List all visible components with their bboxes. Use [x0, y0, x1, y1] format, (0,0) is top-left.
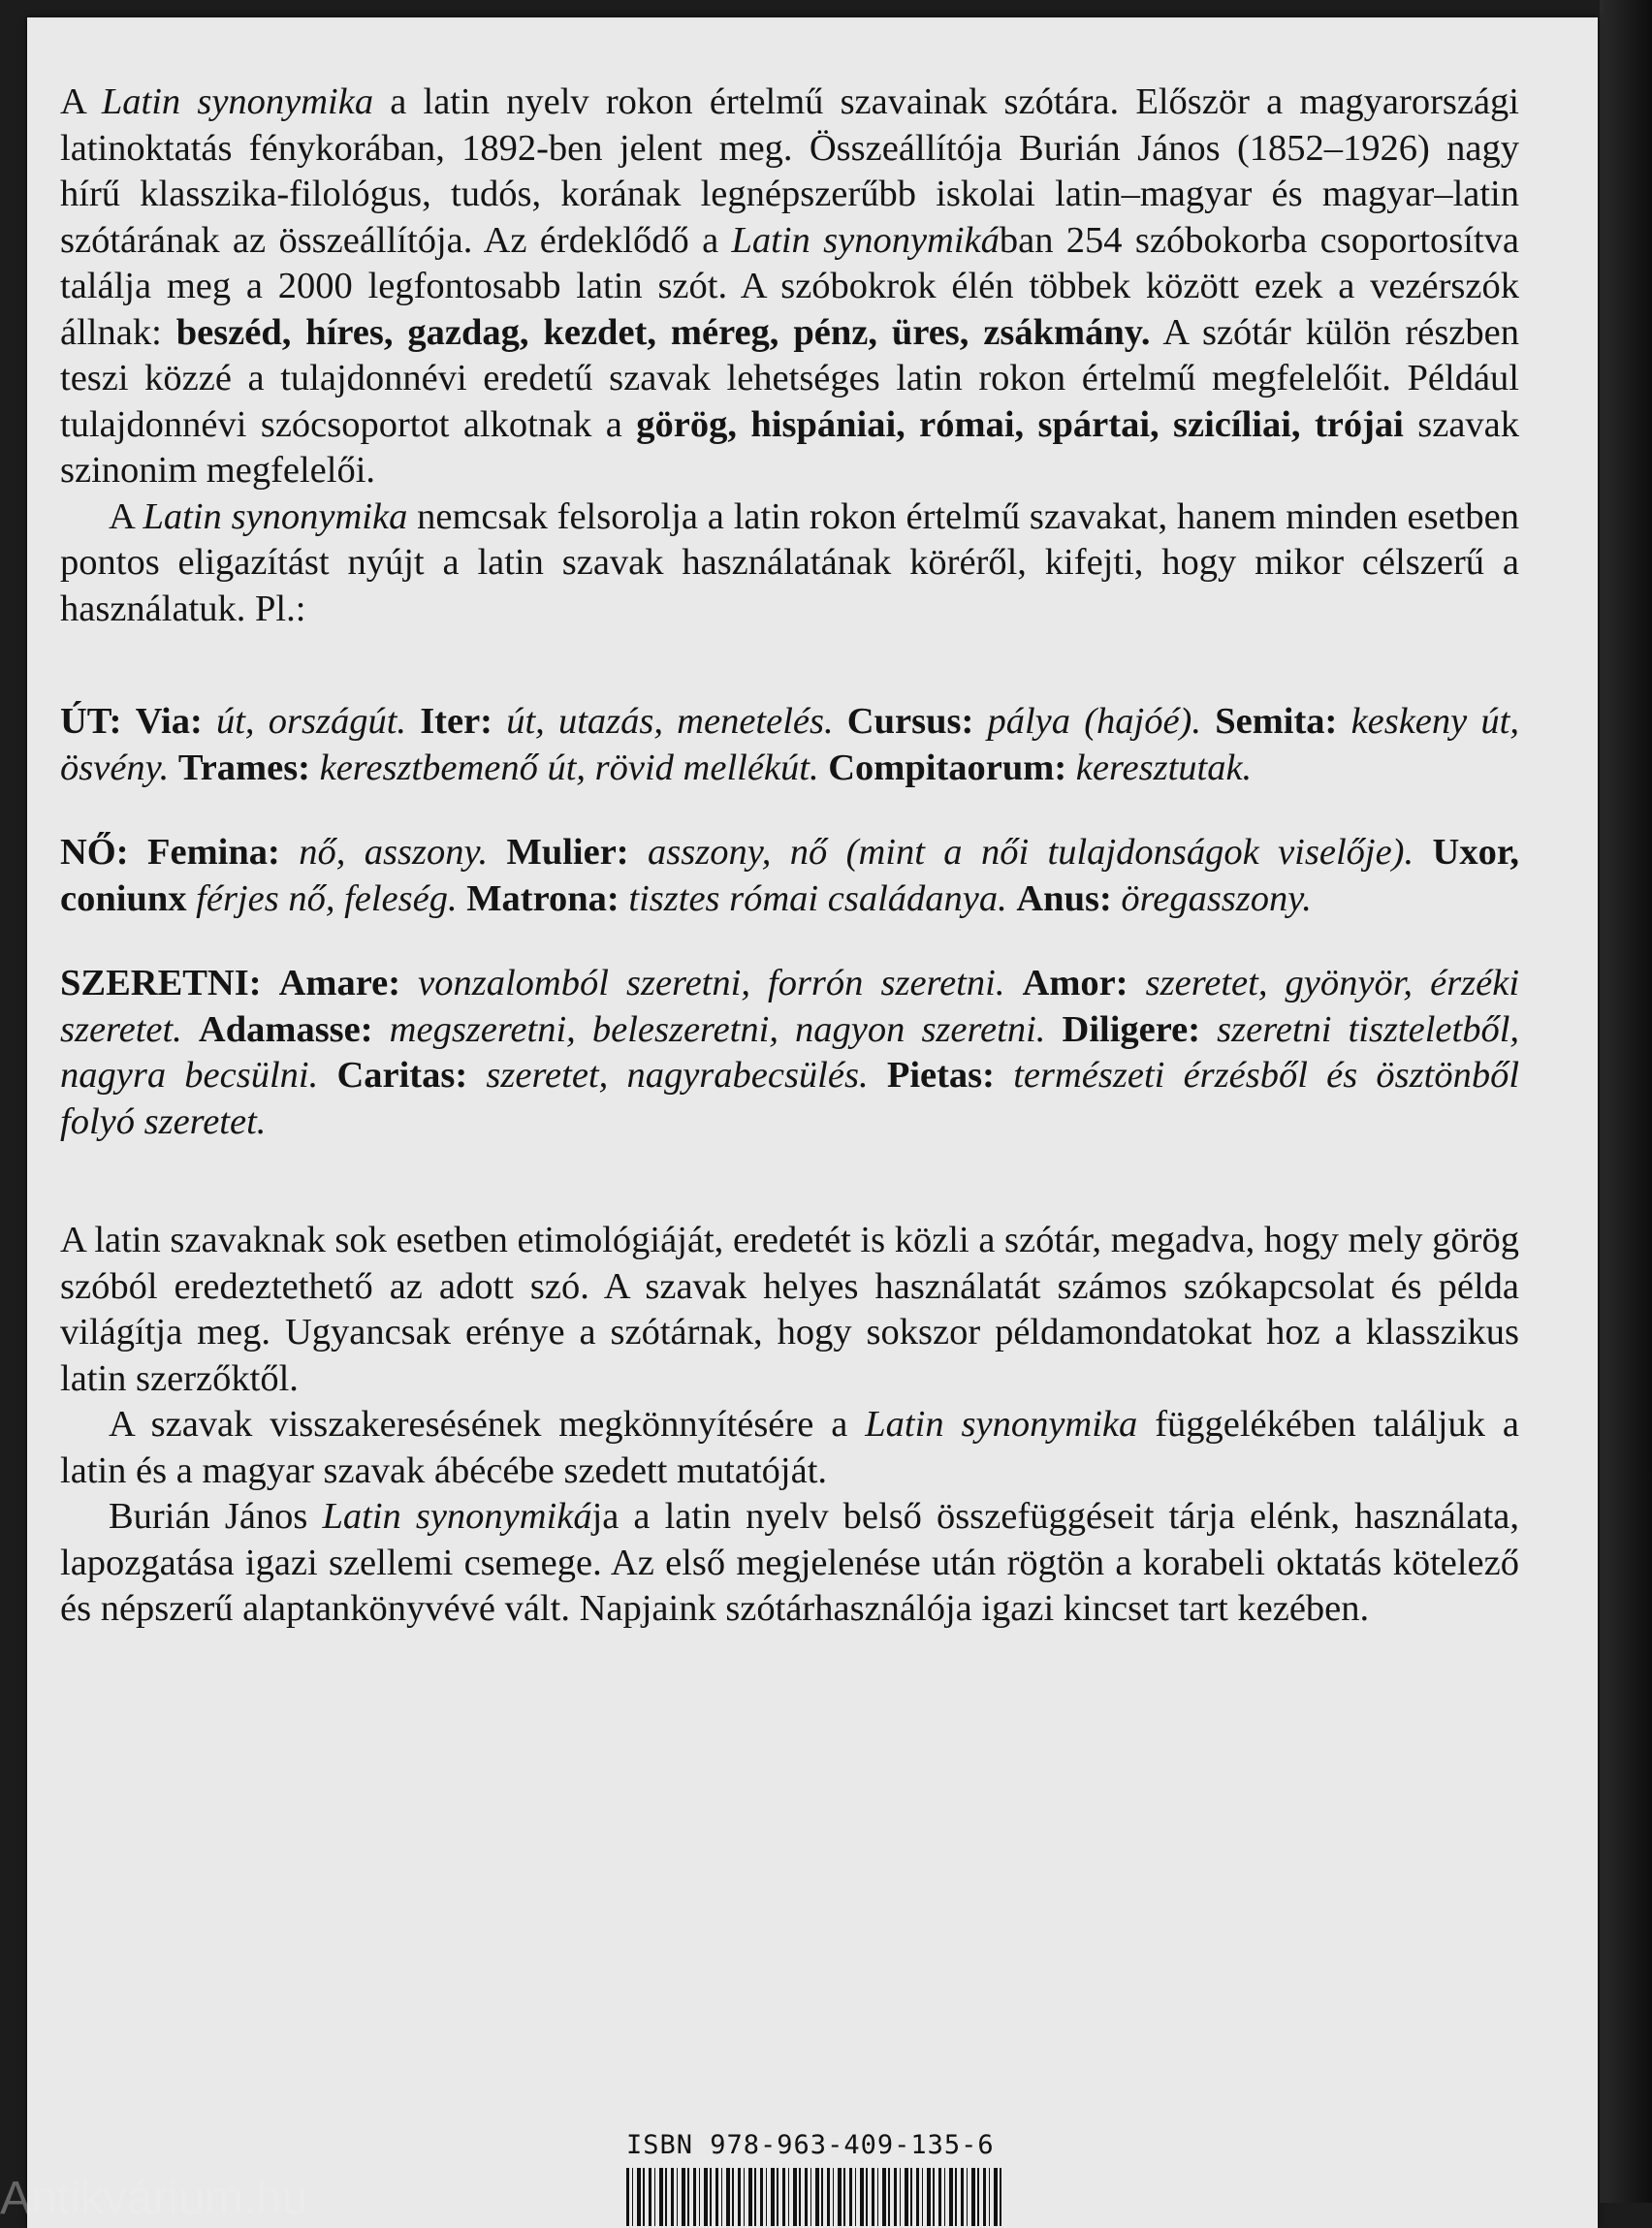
entry-def: keresztbemenő út, rövid mellékút.	[319, 747, 819, 788]
entry-term: Uxor, coniunx	[60, 832, 1520, 919]
book-title: Latin synonymika	[865, 1404, 1138, 1445]
entry-def: szeretet, gyönyör, érzéki szeretet.	[60, 963, 1520, 1050]
entry-term: Amare:	[278, 963, 401, 1003]
entry-szeretni	[60, 961, 1519, 1145]
entry-term: Compitaorum:	[828, 747, 1067, 788]
book-title: Latin synonymika	[143, 495, 408, 537]
keyword-list: görög, hispániai, római, spártai, szicíliai, trójai	[636, 403, 1404, 445]
entry-term: Caritas:	[336, 1055, 468, 1096]
entry-ut	[60, 699, 1519, 791]
entry-def: keresztutak.	[1075, 747, 1253, 788]
entry-def: szeretet, nagyrabecsülés.	[486, 1055, 869, 1096]
entry-def: út, utazás, menetelés.	[506, 701, 834, 742]
watermark: Antikvárium.hu	[0, 2173, 308, 2224]
entry-def: öregasszony.	[1121, 877, 1312, 919]
background-edge	[1600, 0, 1652, 2203]
paragraph-index: A szavak visszakeresésének megkönnyítésére a Latin synonymika függelékében találjuk a latin és a magyar szavak ábécébe szedett mutatóját.	[60, 1404, 1519, 1491]
keyword-list: beszéd, híres, gazdag, kezdet, méreg, pénz, üres, zsákmány.	[175, 311, 1151, 353]
entry-head: SZERETNI:	[60, 963, 262, 1003]
entry-def: vonzalomból szeretni, forrón szeretni.	[418, 963, 1005, 1003]
entry-def: keskeny út, ösvény.	[60, 701, 1519, 788]
spacer	[60, 632, 1519, 699]
paragraph-closing: Burián János Latin synonymikája a latin nyelv belső összefüggéseit tárja elénk, használata, lapozgatása igazi szellemi csemege. Az első megjelenése után rögtön a korabeli oktatás kötelező és népszerű alaptankönyvévé vált. Napjaink szótárhasználója igazi kincset tart kezében.	[60, 1496, 1520, 1629]
entry-term: Via:	[135, 701, 203, 742]
entry-def: út, országút.	[215, 701, 407, 742]
entry-no	[60, 830, 1519, 922]
entry-term: Cursus:	[846, 701, 974, 742]
isbn-number: ISBN 978-963-409-135-6	[626, 2130, 995, 2160]
entry-head: NŐ:	[60, 832, 129, 873]
blurb-text	[60, 80, 1519, 1633]
entry-term: Adamasse:	[198, 1008, 373, 1050]
entry-def: természeti érzésből és ösztönből folyó szeretet.	[60, 1055, 1520, 1142]
entry-term: Anus:	[1016, 877, 1112, 919]
entry-def: szeretni tiszteletből, nagyra becsülni.	[60, 1008, 1520, 1096]
book-title: Latin synonymiká	[731, 219, 1000, 261]
paragraph-usage: A Latin synonymika nemcsak felsorolja a latin rokon értelmű szavakat, hanem minden esetben pontos eligazítást nyújt a latin szavak használatának köréről, kifejti, hogy mikor célszerű a használatuk. Pl.:	[60, 495, 1519, 629]
entry-term: Mulier:	[506, 832, 629, 873]
spacer	[60, 1145, 1519, 1218]
entry-def: tisztes római családanya.	[628, 877, 1007, 919]
entry-term: Femina:	[146, 832, 280, 873]
entry-def: nő, asszony.	[299, 832, 489, 873]
entry-def: férjes nő, feleség.	[196, 877, 458, 919]
entry-term: Amor:	[1022, 963, 1128, 1003]
entry-term: Diligere:	[1062, 1008, 1201, 1050]
book-title: Latin synonymiká	[322, 1496, 592, 1537]
entry-term: Matrona:	[466, 877, 620, 919]
entry-head: ÚT:	[60, 701, 122, 742]
barcode	[626, 2168, 1004, 2226]
entry-term: Pietas:	[886, 1055, 995, 1096]
book-title: Latin synonymika	[101, 81, 374, 122]
entry-term: Iter:	[420, 701, 493, 742]
entry-def: megszeretni, beleszeretni, nagyon szeretni.	[389, 1008, 1046, 1050]
paragraph-etymology: A latin szavaknak sok esetben etimológiáját, eredetét is közli a szótár, megadva, hogy mely görög szóból eredeztethető az adott szó. A szavak helyes használatát számos szókapcsolat és példa világítja meg. Ugyancsak erénye a szótárnak, hogy sokszor példamondatokat hoz a klasszikus latin szerzőktől.	[60, 1220, 1519, 1399]
entry-term: Semita:	[1215, 701, 1338, 742]
entry-def: asszony, nő (mint a női tulajdonságok viselője).	[648, 832, 1414, 873]
paragraph-intro: A Latin synonymika a latin nyelv rokon értelmű szavainak szótára. Először a magyarországi latinoktatás fénykorában, 1892-ben jelent meg. Összeállítója Burián János (1852–1926) nagy hírű klasszika-filológus, tudós, korának legnépszerűbb iskolai latin–magyar és magyar–latin szótárának az összeállítója. Az érdeklődő a Latin synonymikában 254 szóbokorba csoportosítva találja meg a 2000 legfontosabb latin szót. A szóbokrok élén többek között ezek a vezérszók állnak: beszéd, híres, gazdag, kezdet, méreg, pénz, üres, zsákmány. A szótár külön részben teszi közzé a tulajdonnévi eredetű szavak lehetséges latin rokon értelmű megfelelőit. Például tulajdonnévi szócsoportot alkotnak a görög, hispániai, római, spártai, szicíliai, trójai szavak szinonim megfelelői.	[60, 81, 1520, 491]
isbn-block	[626, 2130, 1004, 2226]
entry-def: pálya (hajóé).	[987, 701, 1202, 742]
entry-term: Trames:	[177, 747, 310, 788]
spacer	[60, 791, 1519, 830]
spacer	[60, 922, 1519, 961]
